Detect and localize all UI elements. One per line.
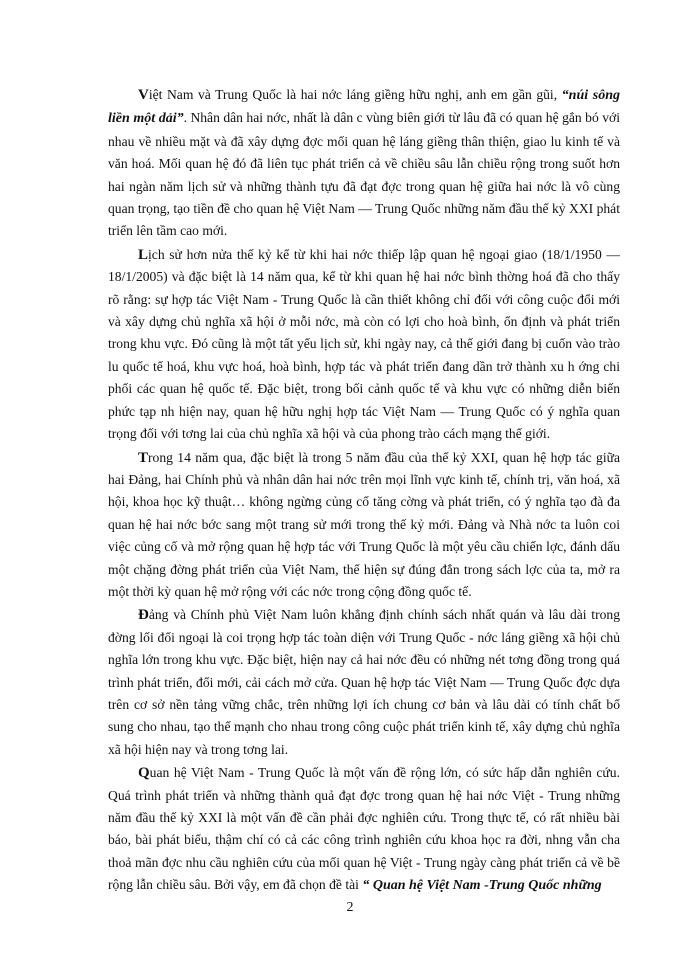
paragraph-lead-letter: Q xyxy=(138,765,150,782)
paragraph-lead-letter: T xyxy=(138,449,149,466)
page-number: 2 xyxy=(346,900,354,915)
quote-text: “núi sông liền một dải” xyxy=(108,88,621,127)
paragraph xyxy=(108,762,620,897)
paragraph-text: uan hệ Việt Nam - Trung Quốc là một vấn đề rộng lớn, có sức hấp dẫn nghiên cứu. Quá trình phát triển và những thành quả đạt đợc trong quan hệ hai nớc Việt - Trung những năm đầu thế kỷ XXI là một vấn đề cần phải đợc nghiên cứu. Trong thực tế, có rất nhiều bài báo, bài phát biểu, thậm chí có cả các công trình nghiên cứu khoa học ra đời, nhng vẫn cha thoả mãn đợc nhu cầu nghiên cứu của mối quan hệ Việt - Trung ngày càng phát triển cả về bề rộng lẫn chiều sâu. Bởi vậy, em đã chọn đề tài xyxy=(108,765,620,893)
paragraph-lead-letter: L xyxy=(138,246,149,263)
paragraph xyxy=(108,604,620,761)
quote-text: “ Quan hệ Việt Nam -Trung Quốc những xyxy=(362,878,602,894)
paragraph-text: ịch sử hơn nửa thế kỷ kể từ khi hai nớc thiếp lập quan hệ ngoại giao (18/1/1950 — 18/1/2005) và đặc biệt là 14 năm qua, kể từ khi quan hệ hai nớc bình thờng hoá đã cho thấy rõ rằng: sự hợp tác Việt Nam - Trung Quốc là cần thiết không chỉ đối với công cuộc đổi mới và xây dựng chủ nghĩa xã hội ở mỗi nớc, mà còn có lợi cho hoà bình, ổn định và phát triển trong khu vực. Đó cũng là một tất yếu lịch sử, khi ngày nay, cả thế giới đang bị cuốn vào trào lu quốc tế hoá, khu vực hoá, hoà bình, hợp tác và phát triển đang dần trở thành xu h ớng chi phối các quan hệ quốc tế. Đặc biệt, trong bối cảnh quốc tế và khu vực có những diễn biến phức tạp nh hiện nay, quan hệ hữu nghị hợp tác Việt Nam — Trung Quốc có ý nghĩa quan trọng đối với tơng lai của chủ nghĩa xã hội và của phong trào cách mạng thế giới. xyxy=(108,246,620,442)
paragraph-lead-letter: V xyxy=(138,87,149,103)
paragraph-lead-letter: Đ xyxy=(138,607,149,624)
paragraph-text: rong 14 năm qua, đặc biệt là trong 5 năm đầu của thế kỷ XXI, quan hệ hợp tác giữa hai Đảng, hai Chính phủ và nhân dân hai nớc trên mọi lĩnh vực kinh tế, chính trị, văn hoá, xã hội, khoa học kỹ thuật… không ngừng củng cố tăng cờng và phát triển, có ý nghĩa tạo đà đa quan hệ hai nớc bớc sang một trang sử mới trong thế kỷ mới. Đảng và Nhà nớc ta luôn coi việc củng cố và mở rộng quan hệ hợp tác với Trung Quốc là một yêu cầu chiến lợc, đánh dấu một chặng đờng phát triển của Việt Nam, thể hiện sự đúng đắn trong sách lợc của ta, mở ra một thời kỳ quan hệ mở rộng với các nớc trong cộng đồng quốc tế. xyxy=(108,449,620,599)
paragraph-text: iệt Nam và Trung Quốc là hai nớc láng giềng hữu nghị, anh em gần gũi, xyxy=(148,87,562,102)
body-text xyxy=(108,84,620,898)
paragraph-text: ảng và Chính phủ Việt Nam luôn khẳng định chính sách nhất quán và lâu dài trong đờng lối đối ngoại là coi trọng hợp tác toàn diện với Trung Quốc - nớc láng giềng xã hội chủ nghĩa lớn trong khu vực. Đặc biệt, hiện nay cả hai nớc đều có những nét tơng đồng trong quá trình phát triển, đổi mới, cải cách mở cửa. Quan hệ hợp tác Việt Nam — Trung Quốc đợc dựa trên cơ sở nền tảng vững chắc, trên những lợi ích chung cơ bản và lâu dài có tính chất bổ sung cho nhau, tạo thế mạnh cho nhau trong công cuộc phát triển kinh tế, xây dựng chủ nghĩa xã hội hiện nay và trong tơng lai. xyxy=(108,607,620,757)
paragraph-text: . Nhân dân hai nớc, nhất là dân c vùng biên giới từ lâu đã có quan hệ gắn bó với nhau về nhiều mặt và đã xây dựng đợc mối quan hệ láng giềng thân thiện, giao lu kinh tế và văn hoá. Mối quan hệ đó đã liên tục phát triển cả về chiều sâu lẫn chiều rộng trong suốt hơn hai ngàn năm lịch sử và những thành tựu đã đạt đợc trong quan hệ giữa hai nớc là vô cùng quan trọng, tạo tiền đề cho quan hệ Việt Nam — Trung Quốc những năm đầu thế kỷ XXI phát triển lên tầm cao mới. xyxy=(108,110,620,239)
paragraph xyxy=(108,84,620,243)
paragraph xyxy=(108,447,620,604)
paragraph xyxy=(108,244,620,446)
